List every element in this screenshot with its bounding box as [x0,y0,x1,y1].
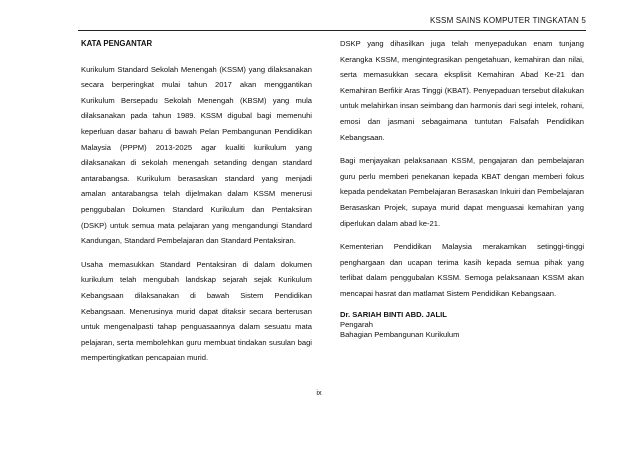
paragraph: Usaha memasukkan Standard Pentaksiran di dalam dokumen kurikulum telah mengubah landskap sejarah sejak Kurikulum Kebangsaan dilaksanakan di bawah Sistem Pendidikan Kebangsaan. Menerusinya murid dapat ditaksir secara berterusan untuk mengenalpasti tahap penguasaannya dalam sesuatu mata pelajaran, serta membolehkan guru membuat tindakan susulan bagi mempertingkatkan pencapaian murid. [81,259,312,363]
running-header: KSSM SAINS KOMPUTER TINGKATAN 5 [429,16,586,25]
paragraph: Bagi menjayakan pelaksanaan KSSM, pengajaran dan pembelajaran guru perlu memberi penekanan kepada KBAT dengan memberi fokus kepada pendekatan Pembelajaran Berasaskan Inkuiri dan Pembelajaran Berasaskan Projek, supaya murid dapat menguasai kemahiran yang diperlukan dalam abad ke-21. [340,156,585,228]
page-number: ix [316,388,322,397]
signatory-department: Bahagian Pembangunan Kurikulum [340,329,460,339]
signature-block [340,310,584,340]
paragraph: Kurikulum Standard Sekolah Menengah (KSSM) yang dilaksanakan secara berperingkat mulai tahun 2017 akan menggantikan Kurikulum Bersepadu Sekolah Menengah (KBSM) yang mula dilaksanakan pada tahun 1989. KSSM digubal bagi memenuhi keperluan dasar baharu di bawah Pelan Pembangunan Pendidikan Malaysia (PPPM) 2013-2025 agar kualiti kurikulum yang dilaksanakan di sekolah menengah setanding dengan standard antarabangsa. Kurikulum berasaskan standard yang menjadi amalan antarabangsa telah dijelmakan dalam KSSM menerusi penggubalan Dokumen Standard Kurikulum dan Pentaksiran (DSKP) untuk semua mata pelajaran yang mengandungi Standard Kandungan, Standard Pembelajaran dan Standard Pentaksiran. [81,64,312,246]
right-column [340,36,584,340]
left-column [81,36,312,374]
paragraph: DSKP yang dihasilkan juga telah menyepadukan enam tunjang Kerangka KSSM, mengintegrasikan pengetahuan, kemahiran dan nilai, serta memasukkan secara eksplisit Kemahiran Abad Ke-21 dan Kemahiran Berfikir Aras Tinggi (KBAT). Penyepaduan tersebut dilakukan untuk melahirkan insan seimbang dan harmonis dari segi intelek, rohani, emosi dan jasmani sebagaimana tuntutan Falsafah Pendidikan Kebangsaan. [340,39,584,142]
signatory-title: Pengarah [340,319,373,329]
paragraph: Kementerian Pendidikan Malaysia merakamkan setinggi-tinggi penghargaan dan ucapan terima kasih kepada semua pihak yang terlibat dalam penggubalan KSSM. Semoga pelaksanaan KSSM akan mencapai hasrat dan matlamat Sistem Pendidikan Kebangsaan. [340,242,584,298]
section-heading: KATA PENGANTAR [81,39,153,48]
signatory-name: Dr. SARIAH BINTI ABD. JALIL [340,309,447,319]
header-rule [78,30,586,31]
